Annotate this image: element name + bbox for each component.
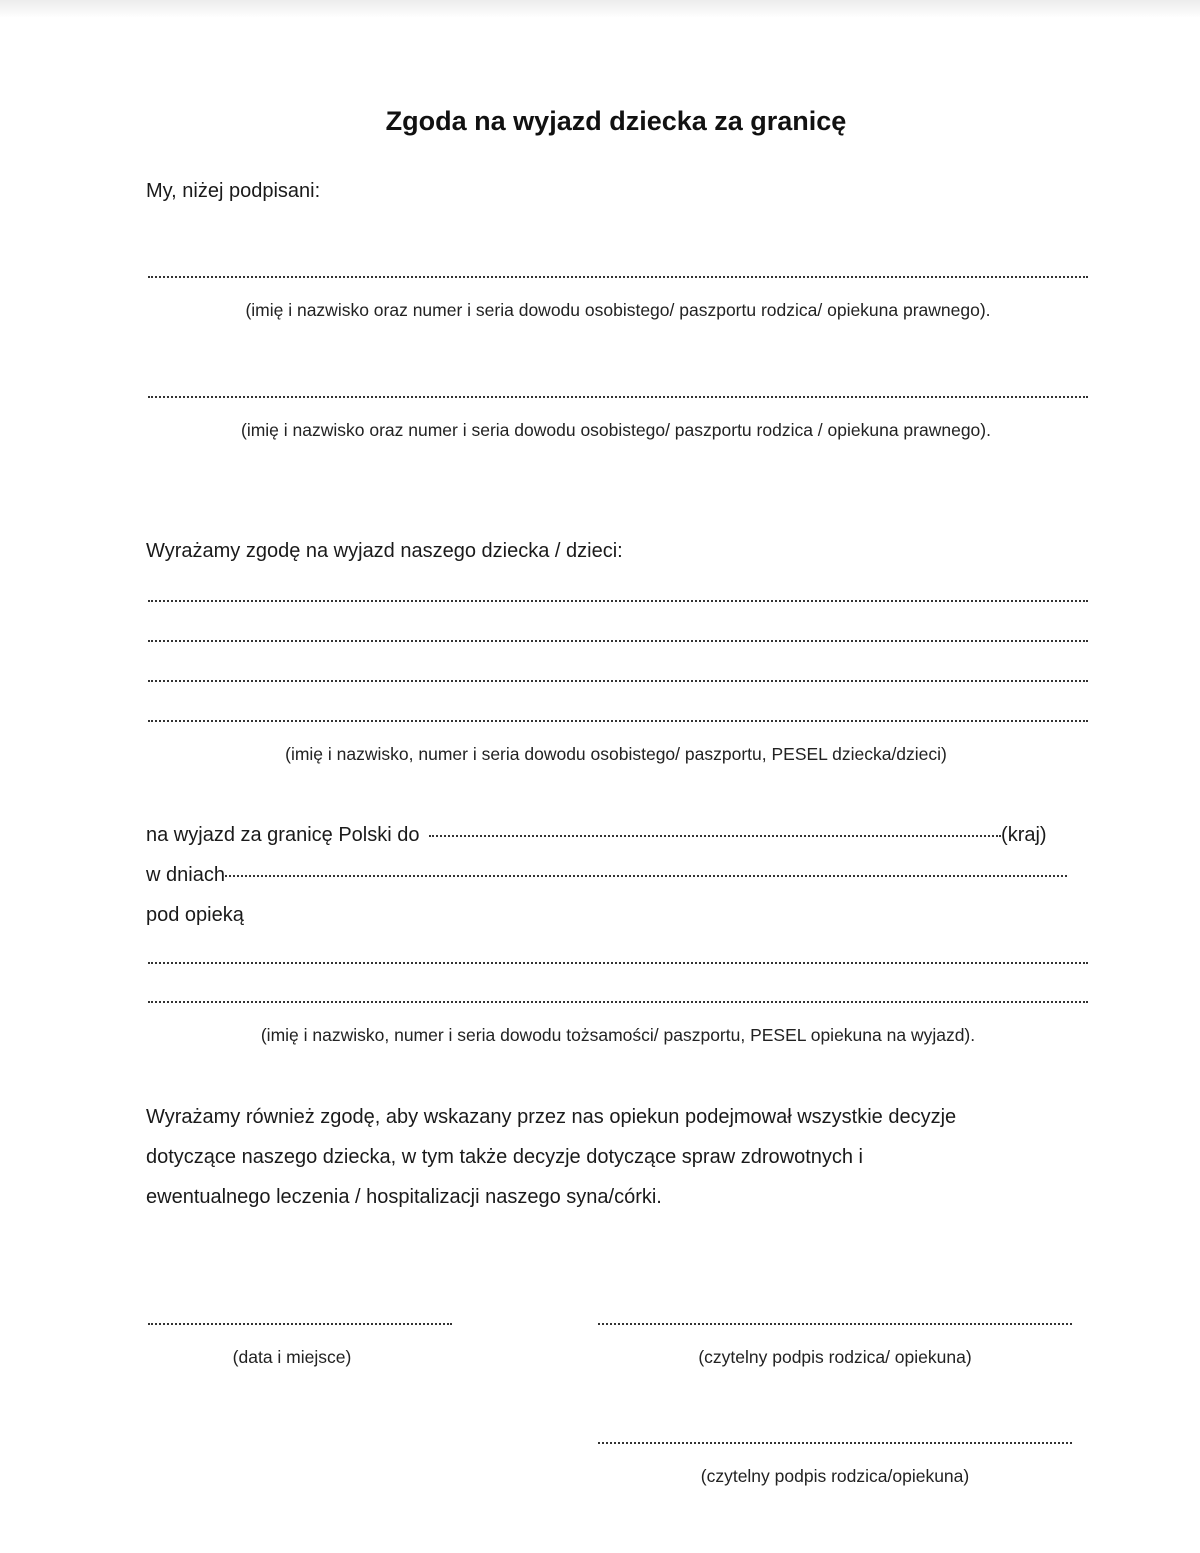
- additional-consent-line: Wyrażamy również zgodę, aby wskazany przez nas opiekun podejmował wszystkie decyzje: [146, 1106, 957, 1128]
- child-fill-line[interactable]: [148, 600, 1088, 602]
- child-fill-line[interactable]: [148, 640, 1088, 642]
- parent1-fill-line[interactable]: [148, 276, 1088, 278]
- document-title: Zgoda na wyjazd dziecka za granicę: [385, 106, 847, 136]
- additional-consent-line: ewentualnego leczenia / hospitalizacji naszego syna/córki.: [146, 1186, 662, 1208]
- guardian-fill-line[interactable]: [148, 962, 1088, 964]
- parent1-caption: (imię i nazwisko oraz numer i seria dowodu osobistego/ paszportu rodzica/ opiekuna prawnego).: [245, 300, 991, 320]
- consent-heading: Wyrażamy zgodę na wyjazd naszego dziecka / dzieci:: [146, 540, 623, 562]
- date-place-fill-line[interactable]: [148, 1323, 452, 1325]
- child-fill-line[interactable]: [148, 680, 1088, 682]
- parent-signature-2-caption: (czytelny podpis rodzica/opiekuna): [700, 1466, 970, 1486]
- dates-line: [146, 864, 1067, 887]
- dates-fill-line[interactable]: [225, 875, 1067, 877]
- child-fill-line[interactable]: [148, 720, 1088, 722]
- dates-label: w dniach: [146, 864, 225, 886]
- date-place-caption: (data i miejsce): [232, 1347, 352, 1367]
- country-prefix: na wyjazd za granicę Polski do: [146, 824, 420, 846]
- country-line: [146, 824, 1047, 847]
- additional-consent-paragraph: [146, 1097, 1106, 1217]
- guardian-fill-line[interactable]: [148, 1001, 1088, 1003]
- country-suffix: (kraj): [1001, 824, 1047, 846]
- page-top-shadow: [0, 0, 1200, 18]
- parent-signature-1-line[interactable]: [598, 1323, 1072, 1325]
- intro-text: My, niżej podpisani:: [146, 180, 321, 202]
- country-fill-line[interactable]: [429, 835, 1001, 837]
- parent-signature-1-caption: (czytelny podpis rodzica/ opiekuna): [698, 1347, 972, 1367]
- parent-signature-2-line[interactable]: [598, 1442, 1072, 1444]
- parent2-fill-line[interactable]: [148, 396, 1088, 398]
- parent2-caption: (imię i nazwisko oraz numer i seria dowodu osobistego/ paszportu rodzica / opiekuna prawnego).: [241, 420, 991, 440]
- additional-consent-line: dotyczące naszego dziecka, w tym także decyzje dotyczące spraw zdrowotnych i: [146, 1146, 863, 1168]
- guardian-label: pod opieką: [146, 904, 244, 926]
- guardian-caption: (imię i nazwisko, numer i seria dowodu tożsamości/ paszportu, PESEL opiekuna na wyjazd).: [260, 1025, 976, 1045]
- child-caption: (imię i nazwisko, numer i seria dowodu osobistego/ paszportu, PESEL dziecka/dzieci): [285, 744, 947, 764]
